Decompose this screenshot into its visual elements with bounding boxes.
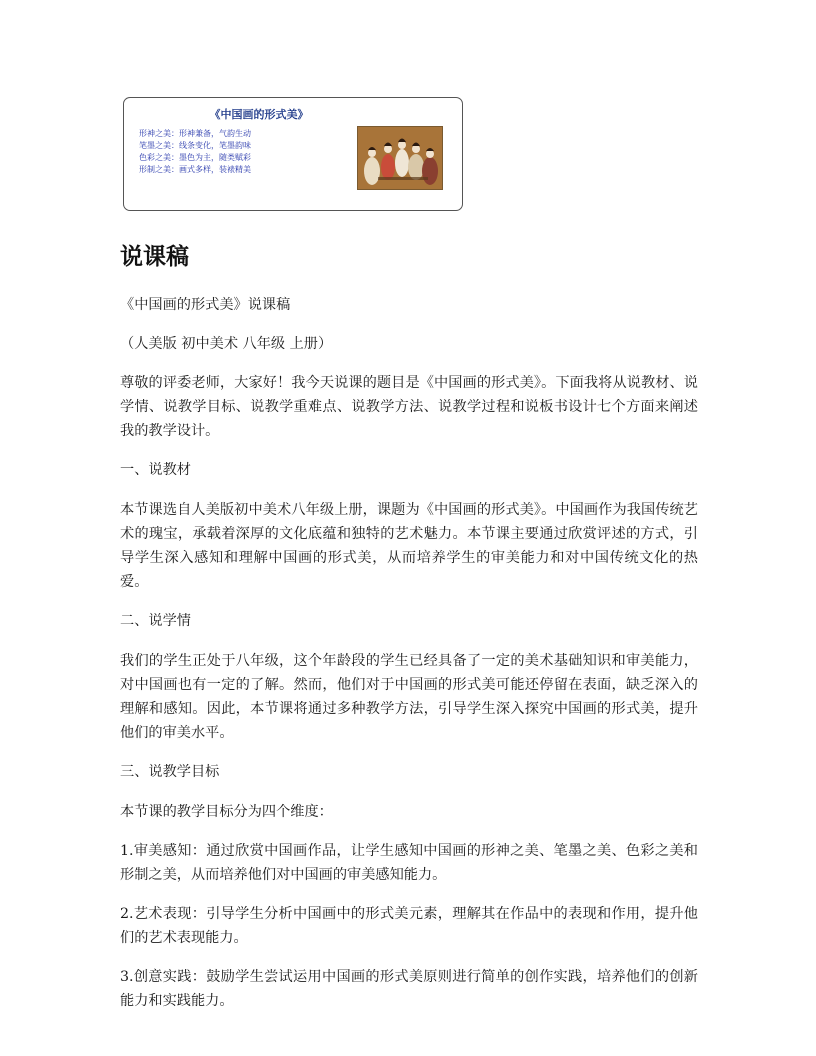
painting-illustration [358,127,443,190]
body-paragraph: 本节课选自人美版初中美术八年级上册，课题为《中国画的形式美》。中国画作为我国传统艺术的瑰宝，承载着深厚的文化底蕴和独特的艺术魅力。本节课主要通过欣赏评述的方式，引导学生深入感知和理解中国画的形式美，从而培养学生的审美能力和对中国传统文化的热爱。 [120,502,698,590]
objective-item: 1.审美感知：通过欣赏中国画作品，让学生感知中国画的形神之美、笔墨之美、色彩之美和形制之美，从而培养他们对中国画的审美感知能力。 [120,843,698,883]
slide-bullet-line: 色彩之美：墨色为主，随类赋彩 [139,153,251,162]
section-heading: 三、说教学目标 [120,764,220,780]
body-paragraph: 本节课的教学目标分为四个维度： [120,804,333,820]
painting-image [357,126,443,190]
slide-bullet-line: 形制之美：画式多样，装裱精美 [139,165,251,174]
body-paragraph: 我们的学生正处于八年级，这个年龄段的学生已经具备了一定的美术基础知识和审美能力，对中国画也有一定的了解。然而，他们对于中国画的形式美可能还停留在表面，缺乏深入的理解和感知。因此，本节课将通过多种教学方法，引导学生深入探究中国画的形式美，提升他们的审美水平。 [120,653,698,741]
slide-bullet-line: 形神之美：形神兼备，气韵生动 [139,129,251,138]
subtitle: 《中国画的形式美》说课稿 [120,297,291,313]
objective-item: 3.创意实践：鼓励学生尝试运用中国画的形式美原则进行简单的创作实践，培养他们的创新能力和实践能力。 [120,969,698,1009]
document-title: 说课稿 [120,243,189,270]
section-heading: 二、说学情 [120,613,191,629]
slide-title: 《中国画的形式美》 [209,108,309,121]
section-heading: 一、说教材 [120,462,191,478]
document-body [120,293,698,1028]
slide-thumbnail [123,97,463,211]
intro-paragraph: 尊敬的评委老师，大家好！我今天说课的题目是《中国画的形式美》。下面我将从说教材、说学情、说教学目标、说教学重难点、说教学方法、说教学过程和说板书设计七个方面来阐述我的教学设计。 [120,375,698,439]
objective-item: 2.艺术表现：引导学生分析中国画中的形式美元素，理解其在作品中的表现和作用，提升他们的艺术表现能力。 [120,906,698,946]
slide-bullet-line: 笔墨之美：线条变化，笔墨韵味 [139,141,251,150]
slide-bullet-list [139,128,251,176]
edition-note: （人美版 初中美术 八年级 上册） [120,336,333,352]
